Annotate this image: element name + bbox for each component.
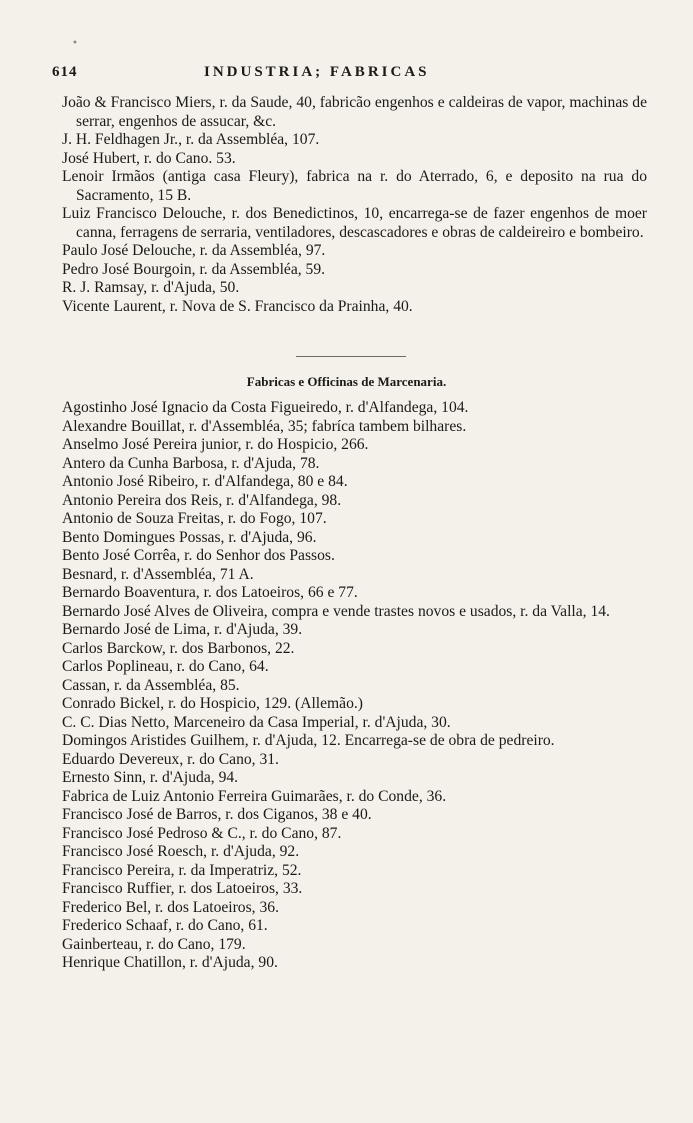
entry-11: Bernardo Boaventura, r. dos Latoeiros, 66 e 77. (62, 584, 358, 601)
entry-12: Bernardo José Alves de Oliveira, compra e vende trastes novos e usados, r. da Valla, 14. (62, 602, 610, 620)
entry-30: Gainberteau, r. do Cano, 179. (62, 935, 246, 953)
entry-28: Frederico Bel, r. dos Latoeiros, 36. (62, 898, 279, 916)
entry-9: Vicente Laurent, r. Nova de S. Francisco da Prainha, 40. (62, 297, 413, 315)
entry-21: Ernesto Sinn, r. d'Ajuda, 94. (62, 769, 239, 786)
page-header (52, 62, 652, 88)
entry-2: J. H. Feldhagen Jr., r. da Assembléa, 107. (62, 131, 320, 148)
entry-4: Lenoir Irmãos (antiga casa Fleury), fabrica na r. do Aterrado, 6, e deposito na rua do Sacramento, 15 B. (62, 168, 647, 204)
running-title: INDUSTRIA; FABRICAS (204, 64, 430, 80)
entry-8: Bento Domingues Possas, r. d'Ajuda, 96. (62, 528, 317, 546)
section-title: Fabricas e Officinas de Marcenaria. (246, 374, 447, 389)
entry-6: Antonio Pereira dos Reis, r. d'Alfandega, 98. (62, 491, 342, 509)
entry-7: Pedro José Bourgoin, r. da Assembléa, 59. (62, 260, 326, 278)
entry-10: Besnard, r. d'Assembléa, 71 A. (62, 565, 254, 583)
section-divider (296, 356, 406, 357)
entry-22: Fabrica de Luiz Antonio Ferreira Guimarães, r. do Conde, 36. (62, 787, 447, 805)
entry-2: Alexandre Bouillat, r. d'Assembléa, 35; fabríca tambem bilhares. (62, 417, 467, 435)
entry-25: Francisco José Roesch, r. d'Ajuda, 92. (62, 843, 300, 860)
industry-entries (62, 94, 647, 316)
entry-3: José Hubert, r. do Cano. 53. (62, 149, 236, 167)
entry-14: Carlos Barckow, r. dos Barbonos, 22. (62, 639, 295, 657)
entry-18: C. C. Dias Netto, Marceneiro da Casa Imperial, r. d'Ajuda, 30. (62, 713, 451, 731)
entry-15: Carlos Poplineau, r. do Cano, 64. (62, 658, 269, 675)
entry-26: Francisco Pereira, r. da Imperatriz, 52. (62, 861, 302, 879)
carpentry-entries (62, 399, 647, 973)
entry-5: Luiz Francisco Delouche, r. dos Benedictinos, 10, encarrega-se de fazer engenhos de moer canna, ferragens de serraria, ventiladores, descascadores e obras de caldeireiro e bombeiro. (62, 205, 647, 241)
entry-16: Cassan, r. da Assembléa, 85. (62, 676, 240, 694)
entry-8: R. J. Ramsay, r. d'Ajuda, 50. (62, 279, 240, 296)
entry-6: Paulo José Delouche, r. da Assembléa, 97. (62, 242, 326, 259)
entry-5: Antonio José Ribeiro, r. d'Alfandega, 80 e 84. (62, 473, 348, 490)
entry-20: Eduardo Devereux, r. do Cano, 31. (62, 750, 279, 768)
page-number: 614 (52, 64, 78, 80)
entry-24: Francisco José Pedroso & C., r. do Cano, 87. (62, 824, 342, 842)
entry-1: Agostinho José Ignacio da Costa Figueiredo, r. d'Alfandega, 104. (62, 399, 469, 416)
entry-31: Henrique Chatillon, r. d'Ajuda, 90. (62, 954, 278, 971)
entry-29: Frederico Schaaf, r. do Cano, 61. (62, 917, 268, 934)
entry-23: Francisco José de Barros, r. dos Ciganos, 38 e 40. (62, 806, 372, 823)
entry-1: João & Francisco Miers, r. da Saude, 40, fabricão engenhos e caldeiras de vapor, machinas de serrar, engenhos de assucar, &c. (62, 94, 647, 130)
entry-17: Conrado Bickel, r. do Hospicio, 129. (Allemão.) (62, 695, 363, 712)
entry-4: Antero da Cunha Barbosa, r. d'Ajuda, 78. (62, 454, 320, 472)
entry-3: Anselmo José Pereira junior, r. do Hospicio, 266. (62, 436, 369, 453)
entry-7: Antonio de Souza Freitas, r. do Fogo, 107. (62, 510, 327, 527)
entry-19: Domingos Aristides Guilhem, r. d'Ajuda, 12. Encarrega-se de obra de pedreiro. (62, 732, 555, 749)
entry-13: Bernardo José de Lima, r. d'Ajuda, 39. (62, 621, 303, 638)
entry-9: Bento José Corrêa, r. do Senhor dos Passos. (62, 547, 335, 564)
page-dot: • (72, 38, 78, 49)
entry-27: Francisco Ruffier, r. dos Latoeiros, 33. (62, 880, 303, 897)
